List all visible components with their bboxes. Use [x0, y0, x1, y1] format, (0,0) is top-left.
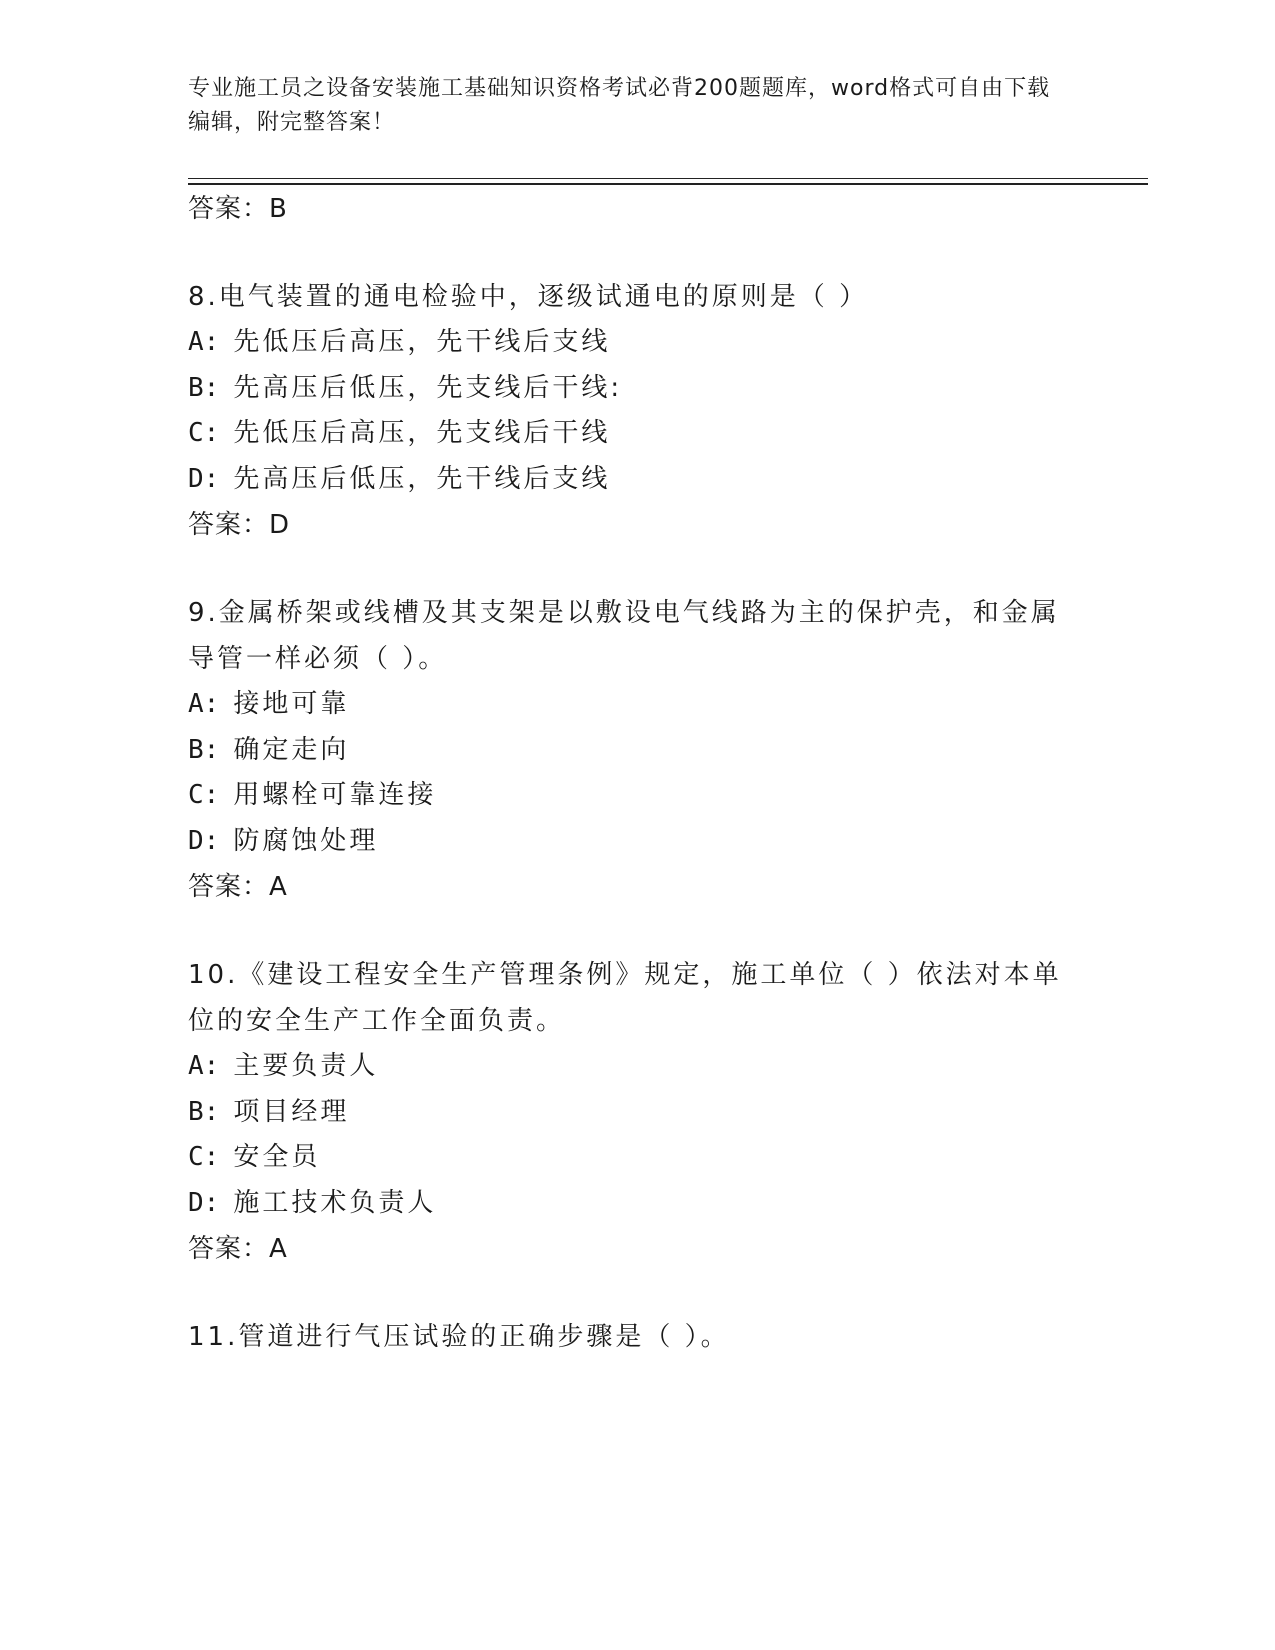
option-text: 项目经理 [233, 1096, 350, 1127]
option-d [188, 457, 1148, 503]
option-text: 施工技术负责人 [233, 1187, 437, 1218]
option-key: B: [188, 734, 220, 765]
option-text: 防腐蚀处理 [233, 825, 379, 856]
answer-label: 答案：A [188, 1234, 288, 1264]
option-text: 先低压后高压，先支线后干线 [233, 418, 611, 448]
option-key: A: [188, 327, 220, 357]
question-8 [188, 274, 1148, 548]
question-list [188, 186, 1148, 1360]
option-c [188, 773, 1148, 819]
option-text: 先高压后低压，先支线后干线: [233, 372, 623, 403]
option-b [188, 728, 1148, 774]
option-key: B: [188, 1096, 220, 1127]
option-key: A: [188, 1051, 220, 1081]
option-key: C: [188, 418, 220, 448]
option-key: D: [188, 1187, 220, 1218]
header-rule-thin [188, 178, 1148, 179]
option-a [188, 320, 1148, 366]
question-stem: 8.电气装置的通电检验中，逐级试通电的原则是（ ） [188, 282, 869, 312]
option-key: D: [188, 825, 220, 856]
option-d [188, 819, 1148, 865]
answer-label: 答案：A [188, 872, 288, 902]
option-text: 安全员 [233, 1142, 321, 1172]
option-text: 用螺栓可靠连接 [233, 780, 437, 810]
question-stem: 10.《建设工程安全生产管理条例》规定，施工单位（ ）依法对本单位的安全生产工作全面负责。 [188, 960, 1062, 1036]
answer-label: 答案：B [188, 194, 288, 224]
header-rule-thick [188, 183, 1148, 185]
option-text: 先低压后高压，先干线后支线 [233, 327, 611, 357]
question-10 [188, 952, 1148, 1272]
question-stem: 9.金属桥架或线槽及其支架是以敷设电气线路为主的保护壳，和金属导管一样必须（ ）。 [188, 598, 1060, 674]
option-d [188, 1181, 1148, 1227]
option-key: C: [188, 1142, 220, 1172]
document-page [188, 72, 1148, 140]
question-9 [188, 590, 1148, 910]
option-b [188, 366, 1148, 412]
option-a [188, 1044, 1148, 1090]
option-key: C: [188, 780, 220, 810]
option-a [188, 682, 1148, 728]
option-key: D: [188, 463, 220, 494]
option-c [188, 411, 1148, 457]
option-text: 确定走向 [233, 734, 350, 765]
answer-label: 答案：D [188, 510, 291, 540]
option-text: 接地可靠 [233, 689, 350, 719]
option-b [188, 1090, 1148, 1136]
question-stem: 11.管道进行气压试验的正确步骤是（ ）。 [188, 1322, 730, 1352]
document-header: 专业施工员之设备安装施工基础知识资格考试必背200题题库，word格式可自由下载编辑，附完整答案！ [188, 76, 1051, 135]
question-11 [188, 1314, 1148, 1360]
option-text: 先高压后低压，先干线后支线 [233, 463, 611, 494]
option-key: A: [188, 689, 220, 719]
option-key: B: [188, 372, 220, 403]
option-text: 主要负责人 [233, 1051, 379, 1081]
option-c [188, 1135, 1148, 1181]
